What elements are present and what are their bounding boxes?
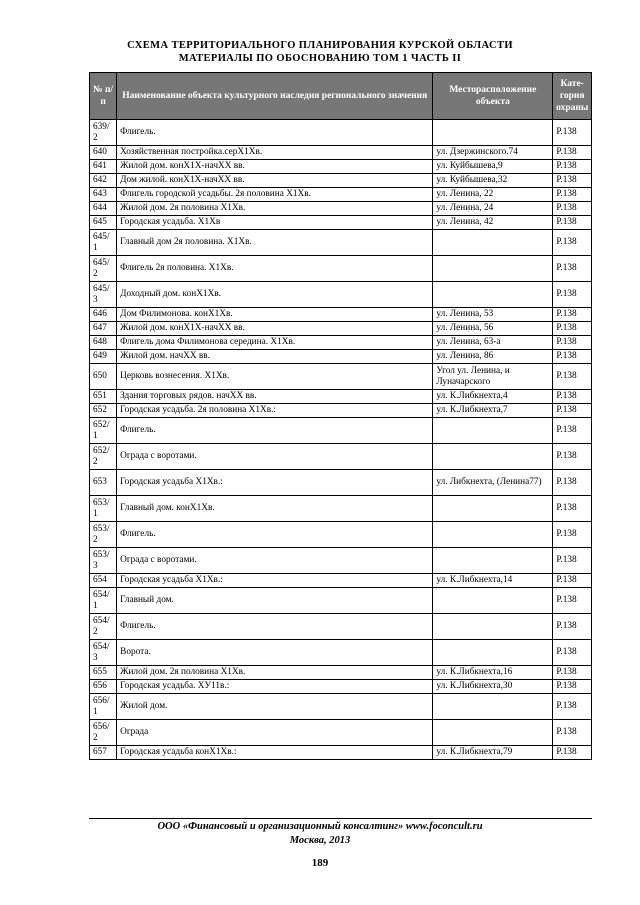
cell-category: Р.138 xyxy=(553,720,592,746)
cell-category: Р.138 xyxy=(553,614,592,640)
cell-name: Главный дом. конХ1Хв. xyxy=(117,496,433,522)
cell-number: 651 xyxy=(90,390,117,404)
cell-location xyxy=(433,282,553,308)
cell-location xyxy=(433,614,553,640)
cell-name: Флигель. xyxy=(117,418,433,444)
cell-number: 656/ 1 xyxy=(90,694,117,720)
table-row xyxy=(90,588,592,614)
cell-location: ул. Ленина, 86 xyxy=(433,350,553,364)
cell-number: 644 xyxy=(90,202,117,216)
cell-name: Ограда с воротами. xyxy=(117,444,433,470)
table-row xyxy=(90,202,592,216)
cell-category: Р.138 xyxy=(553,174,592,188)
cell-name: Жилой дом. конХ1Х-начХХ вв. xyxy=(117,322,433,336)
cell-name: Городская усадьба Х1Хв.: xyxy=(117,574,433,588)
table-row xyxy=(90,390,592,404)
cell-name: Флигель. xyxy=(117,614,433,640)
cell-category: Р.138 xyxy=(553,230,592,256)
cell-number: 640 xyxy=(90,146,117,160)
footer-city-year: Москва, 2013 xyxy=(289,835,351,846)
cell-name: Жилой дом. начХХ вв. xyxy=(117,350,433,364)
cell-number: 657 xyxy=(90,746,117,760)
cell-category: Р.138 xyxy=(553,120,592,146)
cell-location: ул. Ленина, 56 xyxy=(433,322,553,336)
cell-category: Р.138 xyxy=(553,680,592,694)
cell-name: Хозяйственная постройка.серХ1Хв. xyxy=(117,146,433,160)
cell-location: Угол ул. Ленина, и Луначарского xyxy=(433,364,553,390)
cell-name: Городская усадьба Х1Хв.: xyxy=(117,470,433,496)
table-row xyxy=(90,188,592,202)
column-header-category: Кате-гория охраны xyxy=(553,73,592,120)
cell-number: 653/ 3 xyxy=(90,548,117,574)
cell-name: Ворота. xyxy=(117,640,433,666)
cell-location xyxy=(433,444,553,470)
heritage-objects-table xyxy=(89,72,592,760)
cell-number: 648 xyxy=(90,336,117,350)
table-row xyxy=(90,146,592,160)
cell-name: Церковь вознесения. Х1Хв. xyxy=(117,364,433,390)
table-row xyxy=(90,256,592,282)
cell-category: Р.138 xyxy=(553,666,592,680)
cell-location xyxy=(433,418,553,444)
table-row xyxy=(90,694,592,720)
cell-category: Р.138 xyxy=(553,640,592,666)
cell-number: 641 xyxy=(90,160,117,174)
table-row xyxy=(90,574,592,588)
cell-name: Флигель дома Филимонова середина. Х1Хв. xyxy=(117,336,433,350)
cell-name: Главный дом 2я половина. Х1Хв. xyxy=(117,230,433,256)
table-row xyxy=(90,336,592,350)
cell-number: 654/ 3 xyxy=(90,640,117,666)
cell-location: ул. Ленина, 22 xyxy=(433,188,553,202)
cell-category: Р.138 xyxy=(553,470,592,496)
table-row xyxy=(90,308,592,322)
cell-name: Городская усадьба. 2я половина Х1Хв.: xyxy=(117,404,433,418)
cell-name: Дом жилой. конХ1Х-начХХ вв. xyxy=(117,174,433,188)
cell-name: Городская усадьба. ХУ11в.: xyxy=(117,680,433,694)
cell-category: Р.138 xyxy=(553,404,592,418)
cell-location: ул. К.Либкнехта,7 xyxy=(433,404,553,418)
table-row xyxy=(90,404,592,418)
table-row xyxy=(90,174,592,188)
cell-number: 645/ 1 xyxy=(90,230,117,256)
table-row xyxy=(90,282,592,308)
document-subtitle: МАТЕРИАЛЫ ПО ОБОСНОВАНИЮ ТОМ 1 ЧАСТЬ II xyxy=(178,53,462,64)
cell-number: 655 xyxy=(90,666,117,680)
cell-name: Флигель 2я половина. Х1Хв. xyxy=(117,256,433,282)
cell-category: Р.138 xyxy=(553,202,592,216)
cell-name: Доходный дом. конХ1Хв. xyxy=(117,282,433,308)
cell-category: Р.138 xyxy=(553,146,592,160)
cell-name: Жилой дом. 2я половина Х1Хв. xyxy=(117,202,433,216)
table-row xyxy=(90,418,592,444)
cell-name: Флигель городской усадьбы. 2я половина Х1Хв. xyxy=(117,188,433,202)
cell-category: Р.138 xyxy=(553,444,592,470)
cell-name: Флигель. xyxy=(117,120,433,146)
cell-location: ул. К.Либкнехта,79 xyxy=(433,746,553,760)
cell-category: Р.138 xyxy=(553,282,592,308)
cell-location: ул. Либкнехта, (Ленина77) xyxy=(433,470,553,496)
cell-number: 647 xyxy=(90,322,117,336)
cell-number: 653/ 2 xyxy=(90,522,117,548)
cell-number: 656 xyxy=(90,680,117,694)
cell-number: 645/ 3 xyxy=(90,282,117,308)
cell-location xyxy=(433,640,553,666)
cell-location: ул. Дзержинского.74 xyxy=(433,146,553,160)
cell-number: 650 xyxy=(90,364,117,390)
cell-location: ул. Ленина, 42 xyxy=(433,216,553,230)
cell-category: Р.138 xyxy=(553,574,592,588)
cell-name: Ограда с воротами. xyxy=(117,548,433,574)
cell-category: Р.138 xyxy=(553,746,592,760)
table-row xyxy=(90,640,592,666)
cell-location: ул. Ленина, 63-а xyxy=(433,336,553,350)
cell-number: 639/ 2 xyxy=(90,120,117,146)
cell-category: Р.138 xyxy=(553,350,592,364)
cell-name: Главный дом. xyxy=(117,588,433,614)
cell-category: Р.138 xyxy=(553,188,592,202)
cell-category: Р.138 xyxy=(553,496,592,522)
cell-number: 652/ 1 xyxy=(90,418,117,444)
cell-location xyxy=(433,588,553,614)
cell-category: Р.138 xyxy=(553,364,592,390)
cell-location: ул. К.Либкнехта,14 xyxy=(433,574,553,588)
table-row xyxy=(90,322,592,336)
cell-location xyxy=(433,522,553,548)
cell-location xyxy=(433,256,553,282)
table-row xyxy=(90,230,592,256)
column-header-name: Наименование объекта культурного наследия регионального значения xyxy=(117,73,433,120)
cell-location xyxy=(433,720,553,746)
cell-location: ул. Куйбышева,9 xyxy=(433,160,553,174)
document-title: СХЕМА ТЕРРИТОРИАЛЬНОГО ПЛАНИРОВАНИЯ КУРСКОЙ ОБЛАСТИ xyxy=(127,40,513,51)
cell-number: 652/ 2 xyxy=(90,444,117,470)
column-header-location: Месторасположение объекта xyxy=(433,73,553,120)
cell-location: ул. Куйбышева,32 xyxy=(433,174,553,188)
cell-location xyxy=(433,230,553,256)
cell-location xyxy=(433,496,553,522)
footer-divider xyxy=(89,818,592,819)
cell-category: Р.138 xyxy=(553,390,592,404)
cell-location xyxy=(433,548,553,574)
cell-number: 643 xyxy=(90,188,117,202)
cell-number: 656/ 2 xyxy=(90,720,117,746)
cell-number: 654/ 1 xyxy=(90,588,117,614)
cell-location: ул. К.Либкнехта,30 xyxy=(433,680,553,694)
cell-number: 649 xyxy=(90,350,117,364)
table-row xyxy=(90,350,592,364)
cell-name: Жилой дом. конХ1Х-начХХ вв. xyxy=(117,160,433,174)
table-row xyxy=(90,666,592,680)
cell-location xyxy=(433,120,553,146)
cell-number: 645 xyxy=(90,216,117,230)
cell-number: 642 xyxy=(90,174,117,188)
cell-category: Р.138 xyxy=(553,694,592,720)
cell-location: ул. Ленина, 24 xyxy=(433,202,553,216)
cell-number: 646 xyxy=(90,308,117,322)
table-row xyxy=(90,470,592,496)
cell-location xyxy=(433,694,553,720)
cell-name: Дом Филимонова. конХ1Хв. xyxy=(117,308,433,322)
column-header-number: № п/п xyxy=(90,73,117,120)
table-row xyxy=(90,548,592,574)
table-row xyxy=(90,444,592,470)
cell-category: Р.138 xyxy=(553,418,592,444)
cell-number: 653 xyxy=(90,470,117,496)
table-row xyxy=(90,120,592,146)
cell-name: Ограда xyxy=(117,720,433,746)
cell-name: Городская усадьба. Х1Хв xyxy=(117,216,433,230)
cell-category: Р.138 xyxy=(553,336,592,350)
cell-name: Жилой дом. 2я половина Х1Хв. xyxy=(117,666,433,680)
cell-category: Р.138 xyxy=(553,522,592,548)
cell-name: Городская усадьба конХ1Хв.: xyxy=(117,746,433,760)
table-row xyxy=(90,216,592,230)
table-row xyxy=(90,160,592,174)
cell-number: 645/ 2 xyxy=(90,256,117,282)
table-body xyxy=(90,120,592,760)
footer-company: ООО «Финансовый и организационный консалтинг» www.foconcult.ru xyxy=(157,821,483,832)
table-row xyxy=(90,746,592,760)
table-row xyxy=(90,680,592,694)
cell-location: ул. Ленина, 53 xyxy=(433,308,553,322)
cell-location: ул. К.Либкнехта,4 xyxy=(433,390,553,404)
cell-name: Здания торговых рядов. начХХ вв. xyxy=(117,390,433,404)
cell-number: 653/ 1 xyxy=(90,496,117,522)
table-row xyxy=(90,522,592,548)
cell-number: 654 xyxy=(90,574,117,588)
table-row xyxy=(90,720,592,746)
cell-category: Р.138 xyxy=(553,308,592,322)
cell-category: Р.138 xyxy=(553,160,592,174)
cell-category: Р.138 xyxy=(553,216,592,230)
cell-location: ул. К.Либкнехта,16 xyxy=(433,666,553,680)
cell-category: Р.138 xyxy=(553,588,592,614)
cell-number: 652 xyxy=(90,404,117,418)
table-row xyxy=(90,364,592,390)
table-row xyxy=(90,496,592,522)
table-row xyxy=(90,614,592,640)
cell-category: Р.138 xyxy=(553,322,592,336)
cell-name: Жилой дом. xyxy=(117,694,433,720)
table-header xyxy=(90,73,592,120)
cell-number: 654/ 2 xyxy=(90,614,117,640)
cell-category: Р.138 xyxy=(553,548,592,574)
cell-category: Р.138 xyxy=(553,256,592,282)
cell-name: Флигель. xyxy=(117,522,433,548)
page-number: 189 xyxy=(311,857,329,869)
